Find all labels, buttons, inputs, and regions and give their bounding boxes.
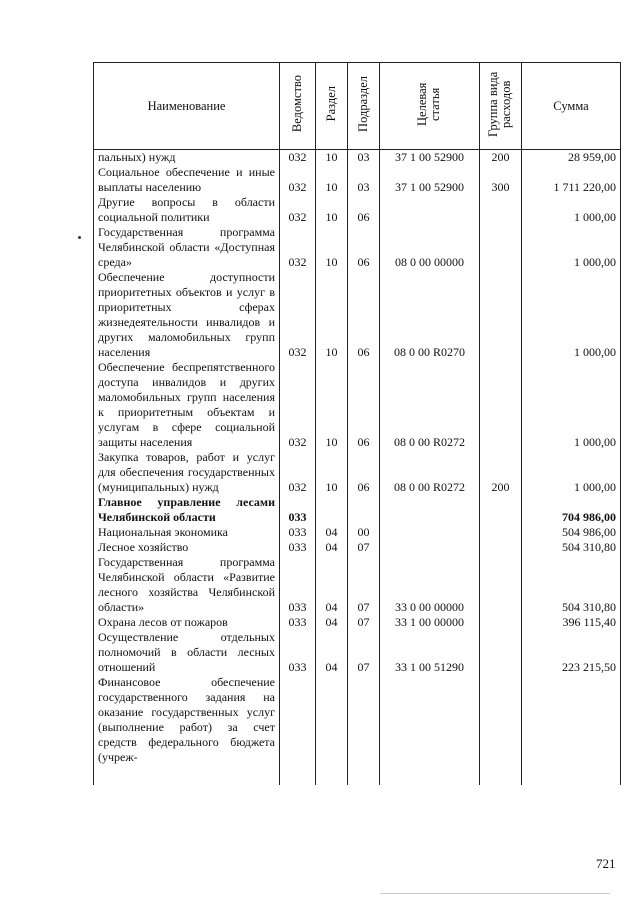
cell-sec: 04 <box>316 525 348 540</box>
cell-target <box>380 540 480 555</box>
table-row <box>94 630 621 675</box>
cell-target: 37 1 00 52900 <box>380 165 480 195</box>
cell-dept: 033 <box>280 555 316 615</box>
table-row <box>94 360 621 450</box>
cell-sub: 00 <box>348 525 380 540</box>
cell-sub: 03 <box>348 165 380 195</box>
header-group: Группа вида расходов <box>480 63 522 150</box>
cell-sec: 10 <box>316 360 348 450</box>
cell-dept: 032 <box>280 225 316 270</box>
cell-name: Социальное обеспечение и иные выплаты населению <box>94 165 280 195</box>
cell-group <box>480 555 522 615</box>
cell-name: Национальная экономика <box>94 525 280 540</box>
cell-dept: 032 <box>280 450 316 495</box>
cell-group: 300 <box>480 165 522 195</box>
budget-table <box>93 62 621 785</box>
cell-sum: 1 000,00 <box>522 195 621 225</box>
cell-sub: 06 <box>348 360 380 450</box>
cell-target: 33 1 00 00000 <box>380 615 480 630</box>
cell-sec: 10 <box>316 165 348 195</box>
table-row <box>94 270 621 360</box>
cell-name: Обеспечение доступности приоритетных объектов и услуг в приоритетных сферах жизнедеятельности инвалидов и других маломобильных групп населения <box>94 270 280 360</box>
footer-rule <box>380 893 610 894</box>
cell-sub: 06 <box>348 225 380 270</box>
cell-target: 37 1 00 52900 <box>380 150 480 166</box>
cell-group <box>480 675 522 785</box>
cell-sum: 1 000,00 <box>522 225 621 270</box>
cell-dept: 033 <box>280 525 316 540</box>
cell-group <box>480 525 522 540</box>
cell-sub: 07 <box>348 615 380 630</box>
table-row <box>94 165 621 195</box>
cell-target: 08 0 00 R0272 <box>380 360 480 450</box>
cell-name: Обеспечение беспрепятственного доступа инвалидов и других маломобильных групп населения к приоритетным объектам и услугам в сфере социальной защиты населения <box>94 360 280 450</box>
cell-target: 08 0 00 00000 <box>380 225 480 270</box>
cell-group <box>480 225 522 270</box>
cell-sum: 704 986,00 <box>522 495 621 525</box>
cell-sub <box>348 675 380 785</box>
cell-sum: 28 959,00 <box>522 150 621 166</box>
cell-target: 33 0 00 00000 <box>380 555 480 615</box>
cell-target <box>380 675 480 785</box>
cell-dept: 032 <box>280 165 316 195</box>
table-row <box>94 555 621 615</box>
cell-name: пальных) нужд <box>94 150 280 166</box>
header-target: Целевая статья <box>380 63 480 150</box>
cell-target: 08 0 00 R0272 <box>380 450 480 495</box>
cell-name: Государственная программа Челябинской области «Развитие лесного хозяйства Челябинской области» <box>94 555 280 615</box>
cell-sub: 07 <box>348 630 380 675</box>
cell-name: Государственная программа Челябинской области «Доступная среда» <box>94 225 280 270</box>
cell-group: 200 <box>480 150 522 166</box>
cell-sub <box>348 495 380 525</box>
cell-dept: 032 <box>280 270 316 360</box>
cell-dept <box>280 675 316 785</box>
cell-name: Осуществление отдельных полномочий в области лесных отношений <box>94 630 280 675</box>
cell-name: Финансовое обеспечение государственного задания на оказание государственных услуг (выполнение работ) за счет средств федерального бюджета (учреж- <box>94 675 280 785</box>
cell-sec: 10 <box>316 150 348 166</box>
cell-name: Главное управление лесами Челябинской области <box>94 495 280 525</box>
cell-sec: 04 <box>316 630 348 675</box>
table-header-row <box>94 63 621 150</box>
table-row <box>94 450 621 495</box>
cell-target <box>380 495 480 525</box>
cell-sec: 10 <box>316 225 348 270</box>
cell-sum: 396 115,40 <box>522 615 621 630</box>
cell-sub: 07 <box>348 555 380 615</box>
cell-dept: 033 <box>280 540 316 555</box>
table-row <box>94 495 621 525</box>
cell-dept: 033 <box>280 615 316 630</box>
cell-sum: 504 310,80 <box>522 555 621 615</box>
cell-sum <box>522 675 621 785</box>
table-row <box>94 615 621 630</box>
cell-group <box>480 540 522 555</box>
cell-dept: 032 <box>280 150 316 166</box>
cell-sec: 10 <box>316 195 348 225</box>
cell-sum: 1 000,00 <box>522 270 621 360</box>
cell-name: Лесное хозяйство <box>94 540 280 555</box>
cell-sec: 04 <box>316 555 348 615</box>
cell-sum: 223 215,50 <box>522 630 621 675</box>
cell-target: 33 1 00 51290 <box>380 630 480 675</box>
cell-sum: 504 310,80 <box>522 540 621 555</box>
header-name: Наименование <box>94 63 280 150</box>
cell-sec: 04 <box>316 540 348 555</box>
table-row <box>94 150 621 166</box>
table-row <box>94 195 621 225</box>
cell-sub: 06 <box>348 195 380 225</box>
header-dept: Ведомство <box>280 63 316 150</box>
cell-group <box>480 495 522 525</box>
table-row <box>94 525 621 540</box>
cell-name: Другие вопросы в области социальной политики <box>94 195 280 225</box>
cell-target <box>380 525 480 540</box>
cell-group <box>480 195 522 225</box>
cell-group <box>480 360 522 450</box>
cell-sum: 1 000,00 <box>522 360 621 450</box>
cell-group <box>480 270 522 360</box>
table-row <box>94 225 621 270</box>
cell-sum: 1 711 220,00 <box>522 165 621 195</box>
cell-sec <box>316 675 348 785</box>
cell-sec: 10 <box>316 270 348 360</box>
scan-speck <box>78 236 81 239</box>
cell-group <box>480 630 522 675</box>
cell-group: 200 <box>480 450 522 495</box>
cell-sec: 04 <box>316 615 348 630</box>
cell-dept: 033 <box>280 495 316 525</box>
cell-sec: 10 <box>316 450 348 495</box>
cell-sec <box>316 495 348 525</box>
cell-group <box>480 615 522 630</box>
cell-target <box>380 195 480 225</box>
table-row <box>94 675 621 785</box>
header-subsection: Подраздел <box>348 63 380 150</box>
header-sum: Сумма <box>522 63 621 150</box>
cell-dept: 033 <box>280 630 316 675</box>
cell-sum: 1 000,00 <box>522 450 621 495</box>
cell-sub: 06 <box>348 450 380 495</box>
cell-name: Охрана лесов от пожаров <box>94 615 280 630</box>
cell-dept: 032 <box>280 360 316 450</box>
cell-name: Закупка товаров, работ и услуг для обеспечения государственных (муниципальных) нужд <box>94 450 280 495</box>
page-number: 721 <box>596 856 616 871</box>
cell-sub: 07 <box>348 540 380 555</box>
cell-dept: 032 <box>280 195 316 225</box>
cell-sub: 03 <box>348 150 380 166</box>
header-section: Раздел <box>316 63 348 150</box>
cell-target: 08 0 00 R0270 <box>380 270 480 360</box>
cell-sub: 06 <box>348 270 380 360</box>
table-row <box>94 540 621 555</box>
cell-sum: 504 986,00 <box>522 525 621 540</box>
